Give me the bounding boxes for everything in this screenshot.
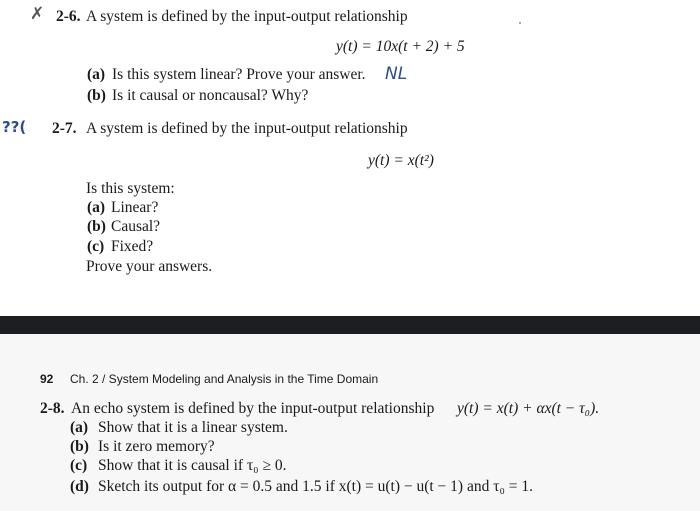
problem-2-6-a-label: (a)	[87, 66, 106, 83]
problem-2-6-b-label: (b)	[87, 87, 106, 104]
problem-2-6-number: 2-6.	[56, 8, 81, 25]
problem-2-7-equation: y(t) = x(t²)	[368, 152, 434, 169]
problem-2-7-prove: Prove your answers.	[86, 258, 213, 275]
problem-2-8-b-label: (b)	[70, 438, 89, 455]
problem-2-8-a-text: Show that it is a linear system.	[98, 419, 288, 436]
problem-2-7-b-label: (b)	[87, 218, 106, 235]
problem-2-8-number: 2-8.	[40, 400, 65, 417]
page-number: 92	[40, 372, 54, 386]
problem-2-7-number: 2-7.	[52, 120, 77, 137]
problem-2-8-equation: y(t) = x(t) + αx(t − τ₀).	[457, 400, 600, 417]
handwritten-question-marks: ??(	[2, 118, 27, 136]
problem-2-6-equation: y(t) = 10x(t + 2) + 5	[336, 38, 465, 55]
problem-2-8-intro: An echo system is defined by the input-output relationship	[71, 400, 435, 417]
problem-2-8-a-label: (a)	[70, 419, 89, 436]
problem-2-8-d-text: Sketch its output for α = 0.5 and 1.5 if x(t) = u(t) − u(t − 1) and τ₀ = 1.	[98, 478, 533, 495]
handwritten-nl-note: NL	[385, 64, 408, 84]
page-divider-bar	[0, 316, 700, 334]
problem-2-6-a-text: Is this system linear? Prove your answer.	[112, 66, 366, 83]
problem-2-8-d-label: (d)	[70, 478, 89, 495]
problem-2-7-intro: A system is defined by the input-output relationship	[86, 120, 408, 137]
problem-2-7-c-text: Fixed?	[111, 238, 154, 255]
problem-2-8-b-text: Is it zero memory?	[98, 438, 215, 455]
problem-2-8-c-label: (c)	[70, 457, 88, 474]
handwritten-x-mark: ✗	[30, 4, 45, 24]
speck	[519, 22, 521, 24]
problem-2-7-c-label: (c)	[87, 238, 105, 255]
problem-2-7-a-label: (a)	[87, 199, 106, 216]
problem-2-8-c-text: Show that it is causal if τ₀ ≥ 0.	[98, 457, 287, 474]
problem-2-7-a-text: Linear?	[111, 199, 159, 216]
problem-2-6-b-text: Is it causal or noncausal? Why?	[112, 87, 309, 104]
problem-2-7-b-text: Causal?	[111, 218, 161, 235]
chapter-heading: Ch. 2 / System Modeling and Analysis in the Time Domain	[70, 372, 379, 386]
problem-2-7-is-this: Is this system:	[86, 180, 175, 197]
problem-2-6-intro: A system is defined by the input-output relationship	[86, 8, 408, 25]
